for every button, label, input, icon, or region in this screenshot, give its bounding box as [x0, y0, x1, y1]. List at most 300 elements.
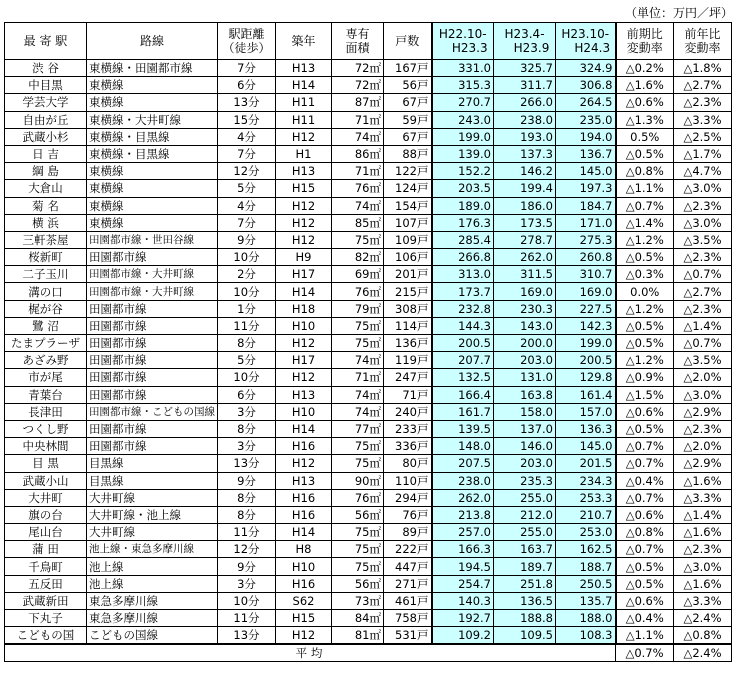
yoy-change-cell: △0.8% [674, 627, 732, 645]
line-cell: 田園都市線・大井町線 [87, 266, 218, 283]
built-year-cell: H18 [276, 300, 332, 317]
line-cell: 東横線・大井町線 [87, 111, 218, 128]
built-year-cell: H13 [276, 163, 332, 180]
line-cell: 東横線 [87, 94, 218, 111]
qoq-change-cell: △0.6% [616, 592, 674, 609]
station-cell: 青葉台 [5, 386, 87, 403]
price-period-3-cell: 108.3 [556, 627, 616, 645]
qoq-change-cell: 0.5% [616, 128, 674, 145]
station-cell: 学芸大学 [5, 94, 87, 111]
line-cell: 田園都市線 [87, 335, 218, 352]
station-cell: 武蔵小杉 [5, 128, 87, 145]
qoq-change-cell: △0.3% [616, 266, 674, 283]
distance-cell: 11分 [218, 524, 276, 541]
price-period-2-cell: 262.0 [494, 249, 556, 266]
price-period-2-cell: 255.0 [494, 489, 556, 506]
distance-cell: 9分 [218, 231, 276, 248]
line-cell: 池上線 [87, 558, 218, 575]
price-period-3-cell: 253.0 [556, 524, 616, 541]
price-period-2-cell: 255.0 [494, 524, 556, 541]
built-year-cell: H10 [276, 317, 332, 334]
price-period-2-cell: 137.0 [494, 420, 556, 437]
price-period-2-cell: 325.7 [494, 60, 556, 77]
distance-cell: 8分 [218, 335, 276, 352]
yoy-change-cell: △2.3% [674, 94, 732, 111]
qoq-change-cell: △1.2% [616, 231, 674, 248]
line-cell: 田園都市線 [87, 249, 218, 266]
qoq-change-cell: △0.2% [616, 60, 674, 77]
units-cell: 114戸 [384, 317, 432, 334]
yoy-change-cell: △2.3% [674, 420, 732, 437]
built-year-cell: H16 [276, 506, 332, 523]
distance-cell: 7分 [218, 60, 276, 77]
yoy-change-cell: △3.0% [674, 180, 732, 197]
built-year-cell: H13 [276, 472, 332, 489]
qoq-change-cell: △0.6% [616, 403, 674, 420]
price-period-1-cell: 213.8 [432, 506, 494, 523]
area-cell: 75㎡ [332, 231, 384, 248]
built-year-cell: H10 [276, 403, 332, 420]
station-cell: 中目黒 [5, 77, 87, 94]
table-row [5, 592, 732, 609]
area-cell: 77㎡ [332, 420, 384, 437]
area-cell: 76㎡ [332, 180, 384, 197]
built-year-cell: H12 [276, 214, 332, 231]
station-cell: つくし野 [5, 420, 87, 437]
station-cell: たまプラーザ [5, 335, 87, 352]
distance-cell: 13分 [218, 455, 276, 472]
price-period-1-cell: 139.5 [432, 420, 494, 437]
header-station: 最 寄 駅 [5, 23, 87, 60]
price-period-2-cell: 203.0 [494, 455, 556, 472]
table-row [5, 266, 732, 283]
price-period-1-cell: 161.7 [432, 403, 494, 420]
area-cell: 56㎡ [332, 575, 384, 592]
station-cell: 綱 島 [5, 163, 87, 180]
table-row [5, 386, 732, 403]
qoq-change-cell: 0.0% [616, 283, 674, 300]
distance-cell: 13分 [218, 627, 276, 645]
distance-cell: 13分 [218, 94, 276, 111]
table-row [5, 300, 732, 317]
qoq-change-cell: △1.2% [616, 300, 674, 317]
line-cell: 田園都市線 [87, 420, 218, 437]
yoy-change-cell: △2.3% [674, 197, 732, 214]
price-period-1-cell: 176.3 [432, 214, 494, 231]
qoq-change-cell: △1.5% [616, 386, 674, 403]
yoy-change-cell: △1.4% [674, 506, 732, 523]
price-period-2-cell: 137.3 [494, 145, 556, 162]
area-cell: 82㎡ [332, 249, 384, 266]
units-cell: 76戸 [384, 506, 432, 523]
station-cell: 旗の台 [5, 506, 87, 523]
distance-cell: 3分 [218, 403, 276, 420]
table-row [5, 558, 732, 575]
price-period-1-cell: 140.3 [432, 592, 494, 609]
station-cell: 中央林間 [5, 438, 87, 455]
station-cell: 目 黒 [5, 455, 87, 472]
station-cell: 三軒茶屋 [5, 231, 87, 248]
units-cell: 106戸 [384, 249, 432, 266]
units-cell: 167戸 [384, 60, 432, 77]
qoq-change-cell: △1.2% [616, 352, 674, 369]
price-period-3-cell: 199.0 [556, 335, 616, 352]
distance-cell: 5分 [218, 352, 276, 369]
average-qoq-cell: △0.7% [616, 644, 674, 662]
units-cell: 531戸 [384, 627, 432, 645]
price-period-2-cell: 163.7 [494, 541, 556, 558]
table-row [5, 94, 732, 111]
price-period-3-cell: 142.3 [556, 317, 616, 334]
distance-cell: 10分 [218, 369, 276, 386]
price-period-2-cell: 212.0 [494, 506, 556, 523]
line-cell: 大井町線 [87, 524, 218, 541]
yoy-change-cell: △2.3% [674, 249, 732, 266]
qoq-change-cell: △0.4% [616, 610, 674, 627]
built-year-cell: H12 [276, 128, 332, 145]
header-period-1: H22.10- H23.3 [432, 23, 494, 60]
price-period-3-cell: 136.7 [556, 145, 616, 162]
price-table [4, 22, 732, 662]
area-cell: 86㎡ [332, 145, 384, 162]
qoq-change-cell: △0.5% [616, 335, 674, 352]
area-cell: 74㎡ [332, 352, 384, 369]
price-period-2-cell: 131.0 [494, 369, 556, 386]
distance-cell: 9分 [218, 558, 276, 575]
price-period-1-cell: 189.0 [432, 197, 494, 214]
built-year-cell: H12 [276, 197, 332, 214]
units-cell: 89戸 [384, 524, 432, 541]
units-cell: 119戸 [384, 352, 432, 369]
station-cell: 大井町 [5, 489, 87, 506]
line-cell: 田園都市線 [87, 300, 218, 317]
price-period-1-cell: 254.7 [432, 575, 494, 592]
yoy-change-cell: △3.0% [674, 214, 732, 231]
price-period-3-cell: 188.7 [556, 558, 616, 575]
station-cell: 蒲 田 [5, 541, 87, 558]
qoq-change-cell: △0.7% [616, 438, 674, 455]
built-year-cell: H12 [276, 231, 332, 248]
table-row [5, 489, 732, 506]
yoy-change-cell: △3.0% [674, 558, 732, 575]
area-cell: 74㎡ [332, 386, 384, 403]
yoy-change-cell: △2.7% [674, 77, 732, 94]
station-cell: 武蔵小山 [5, 472, 87, 489]
line-cell: 東急多摩川線 [87, 592, 218, 609]
price-period-2-cell: 311.5 [494, 266, 556, 283]
price-period-3-cell: 136.3 [556, 420, 616, 437]
yoy-change-cell: △1.6% [674, 524, 732, 541]
price-period-3-cell: 145.0 [556, 438, 616, 455]
area-cell: 69㎡ [332, 266, 384, 283]
area-cell: 84㎡ [332, 610, 384, 627]
yoy-change-cell: △4.7% [674, 163, 732, 180]
units-cell: 271戸 [384, 575, 432, 592]
qoq-change-cell: △0.5% [616, 420, 674, 437]
price-period-3-cell: 171.0 [556, 214, 616, 231]
price-period-2-cell: 251.8 [494, 575, 556, 592]
area-cell: 90㎡ [332, 472, 384, 489]
price-period-2-cell: 189.7 [494, 558, 556, 575]
area-cell: 76㎡ [332, 489, 384, 506]
price-period-3-cell: 275.3 [556, 231, 616, 248]
price-period-3-cell: 227.5 [556, 300, 616, 317]
price-period-1-cell: 315.3 [432, 77, 494, 94]
qoq-change-cell: △0.5% [616, 558, 674, 575]
station-cell: 武蔵新田 [5, 592, 87, 609]
built-year-cell: H15 [276, 180, 332, 197]
table-row [5, 77, 732, 94]
price-period-1-cell: 139.0 [432, 145, 494, 162]
built-year-cell: H10 [276, 558, 332, 575]
station-cell: 市が尾 [5, 369, 87, 386]
table-row [5, 524, 732, 541]
table-row [5, 506, 732, 523]
units-cell: 233戸 [384, 420, 432, 437]
table-row [5, 111, 732, 128]
line-cell: 田園都市線 [87, 386, 218, 403]
price-period-2-cell: 163.8 [494, 386, 556, 403]
built-year-cell: H14 [276, 77, 332, 94]
price-period-2-cell: 193.0 [494, 128, 556, 145]
area-cell: 74㎡ [332, 128, 384, 145]
qoq-change-cell: △0.6% [616, 506, 674, 523]
yoy-change-cell: △2.3% [674, 541, 732, 558]
built-year-cell: H14 [276, 524, 332, 541]
distance-cell: 4分 [218, 197, 276, 214]
area-cell: 72㎡ [332, 60, 384, 77]
area-cell: 72㎡ [332, 77, 384, 94]
built-year-cell: H14 [276, 420, 332, 437]
price-period-1-cell: 207.5 [432, 455, 494, 472]
units-cell: 124戸 [384, 180, 432, 197]
line-cell: 目黒線 [87, 455, 218, 472]
area-cell: 56㎡ [332, 506, 384, 523]
table-row [5, 420, 732, 437]
area-cell: 74㎡ [332, 403, 384, 420]
header-period-3: H23.10- H24.3 [556, 23, 616, 60]
price-period-3-cell: 145.0 [556, 163, 616, 180]
price-period-1-cell: 173.7 [432, 283, 494, 300]
price-period-1-cell: 257.0 [432, 524, 494, 541]
price-period-1-cell: 132.5 [432, 369, 494, 386]
qoq-change-cell: △0.5% [616, 145, 674, 162]
units-cell: 154戸 [384, 197, 432, 214]
price-period-3-cell: 169.0 [556, 283, 616, 300]
line-cell: 田園都市線 [87, 369, 218, 386]
table-row [5, 317, 732, 334]
distance-cell: 2分 [218, 266, 276, 283]
price-period-3-cell: 188.0 [556, 610, 616, 627]
area-cell: 73㎡ [332, 592, 384, 609]
units-cell: 109戸 [384, 231, 432, 248]
area-cell: 75㎡ [332, 455, 384, 472]
distance-cell: 10分 [218, 249, 276, 266]
qoq-change-cell: △1.6% [616, 77, 674, 94]
built-year-cell: S62 [276, 592, 332, 609]
line-cell: 大井町線 [87, 489, 218, 506]
built-year-cell: H15 [276, 610, 332, 627]
price-period-2-cell: 173.5 [494, 214, 556, 231]
price-period-1-cell: 200.5 [432, 335, 494, 352]
station-cell: 千鳥町 [5, 558, 87, 575]
qoq-change-cell: △0.9% [616, 369, 674, 386]
price-period-3-cell: 162.5 [556, 541, 616, 558]
table-row [5, 335, 732, 352]
price-period-1-cell: 266.8 [432, 249, 494, 266]
price-period-1-cell: 262.0 [432, 489, 494, 506]
price-period-2-cell: 186.0 [494, 197, 556, 214]
qoq-change-cell: △0.8% [616, 524, 674, 541]
line-cell: 田園都市線・世田谷線 [87, 231, 218, 248]
distance-cell: 7分 [218, 214, 276, 231]
price-period-3-cell: 135.7 [556, 592, 616, 609]
distance-cell: 8分 [218, 489, 276, 506]
qoq-change-cell: △0.8% [616, 163, 674, 180]
table-row [5, 403, 732, 420]
units-cell: 461戸 [384, 592, 432, 609]
header-line: 路線 [87, 23, 218, 60]
price-period-3-cell: 129.8 [556, 369, 616, 386]
built-year-cell: H12 [276, 627, 332, 645]
line-cell: 東横線 [87, 197, 218, 214]
built-year-cell: H14 [276, 283, 332, 300]
price-period-1-cell: 166.3 [432, 541, 494, 558]
distance-cell: 8分 [218, 420, 276, 437]
price-period-2-cell: 169.0 [494, 283, 556, 300]
price-period-2-cell: 109.5 [494, 627, 556, 645]
units-cell: 67戸 [384, 94, 432, 111]
table-row [5, 163, 732, 180]
header-qoq: 前期比 変動率 [616, 23, 674, 60]
average-yoy-cell: △2.4% [674, 644, 732, 662]
area-cell: 85㎡ [332, 214, 384, 231]
yoy-change-cell: △1.6% [674, 575, 732, 592]
station-cell: 桜新町 [5, 249, 87, 266]
units-cell: 110戸 [384, 472, 432, 489]
units-cell: 201戸 [384, 266, 432, 283]
station-cell: 菊 名 [5, 197, 87, 214]
line-cell: 田園都市線・大井町線 [87, 283, 218, 300]
price-period-2-cell: 199.4 [494, 180, 556, 197]
built-year-cell: H1 [276, 145, 332, 162]
built-year-cell: H9 [276, 249, 332, 266]
area-cell: 71㎡ [332, 111, 384, 128]
price-period-3-cell: 194.0 [556, 128, 616, 145]
built-year-cell: H11 [276, 111, 332, 128]
price-period-3-cell: 184.7 [556, 197, 616, 214]
qoq-change-cell: △0.7% [616, 455, 674, 472]
price-period-2-cell: 188.8 [494, 610, 556, 627]
line-cell: 大井町線・池上線 [87, 506, 218, 523]
yoy-change-cell: △3.5% [674, 352, 732, 369]
header-built: 築年 [276, 23, 332, 60]
built-year-cell: H12 [276, 455, 332, 472]
distance-cell: 4分 [218, 128, 276, 145]
units-cell: 136戸 [384, 335, 432, 352]
table-row [5, 455, 732, 472]
yoy-change-cell: △3.5% [674, 231, 732, 248]
unit-label: （単位：万円／坪） [624, 6, 733, 20]
distance-cell: 10分 [218, 592, 276, 609]
price-period-3-cell: 200.5 [556, 352, 616, 369]
units-cell: 294戸 [384, 489, 432, 506]
built-year-cell: H8 [276, 541, 332, 558]
line-cell: こどもの国線 [87, 627, 218, 645]
station-cell: 尾山台 [5, 524, 87, 541]
distance-cell: 5分 [218, 180, 276, 197]
area-cell: 75㎡ [332, 438, 384, 455]
line-cell: 東横線・目黒線 [87, 145, 218, 162]
yoy-change-cell: △2.9% [674, 403, 732, 420]
price-period-1-cell: 238.0 [432, 472, 494, 489]
station-cell: こどもの国 [5, 627, 87, 645]
line-cell: 東横線 [87, 163, 218, 180]
line-cell: 目黒線 [87, 472, 218, 489]
units-cell: 240戸 [384, 403, 432, 420]
yoy-change-cell: △2.0% [674, 438, 732, 455]
price-period-3-cell: 234.3 [556, 472, 616, 489]
table-row [5, 369, 732, 386]
yoy-change-cell: △0.7% [674, 266, 732, 283]
area-cell: 71㎡ [332, 369, 384, 386]
qoq-change-cell: △0.4% [616, 472, 674, 489]
qoq-change-cell: △0.7% [616, 541, 674, 558]
price-period-1-cell: 270.7 [432, 94, 494, 111]
price-period-2-cell: 136.5 [494, 592, 556, 609]
price-period-2-cell: 143.0 [494, 317, 556, 334]
station-cell: 二子玉川 [5, 266, 87, 283]
price-period-3-cell: 157.0 [556, 403, 616, 420]
station-cell: あざみ野 [5, 352, 87, 369]
table-row [5, 231, 732, 248]
price-period-1-cell: 166.4 [432, 386, 494, 403]
units-cell: 222戸 [384, 541, 432, 558]
price-period-3-cell: 253.3 [556, 489, 616, 506]
distance-cell: 11分 [218, 317, 276, 334]
line-cell: 東急多摩川線 [87, 610, 218, 627]
distance-cell: 6分 [218, 386, 276, 403]
area-cell: 74㎡ [332, 197, 384, 214]
qoq-change-cell: △0.5% [616, 317, 674, 334]
price-period-1-cell: 144.3 [432, 317, 494, 334]
price-period-2-cell: 230.3 [494, 300, 556, 317]
yoy-change-cell: △2.3% [674, 300, 732, 317]
line-cell: 東横線・田園都市線 [87, 60, 218, 77]
average-row [5, 644, 732, 662]
price-period-2-cell: 203.0 [494, 352, 556, 369]
line-cell: 東横線 [87, 77, 218, 94]
table-row [5, 128, 732, 145]
price-period-1-cell: 192.7 [432, 610, 494, 627]
yoy-change-cell: △1.4% [674, 317, 732, 334]
units-cell: 88戸 [384, 145, 432, 162]
units-cell: 447戸 [384, 558, 432, 575]
distance-cell: 6分 [218, 77, 276, 94]
station-cell: 梶が谷 [5, 300, 87, 317]
built-year-cell: H16 [276, 489, 332, 506]
price-period-1-cell: 148.0 [432, 438, 494, 455]
price-period-3-cell: 264.5 [556, 94, 616, 111]
price-period-1-cell: 109.2 [432, 627, 494, 645]
distance-cell: 7分 [218, 145, 276, 162]
yoy-change-cell: △1.6% [674, 472, 732, 489]
units-cell: 758戸 [384, 610, 432, 627]
area-cell: 75㎡ [332, 558, 384, 575]
units-cell: 67戸 [384, 128, 432, 145]
qoq-change-cell: △1.3% [616, 111, 674, 128]
price-period-3-cell: 197.3 [556, 180, 616, 197]
